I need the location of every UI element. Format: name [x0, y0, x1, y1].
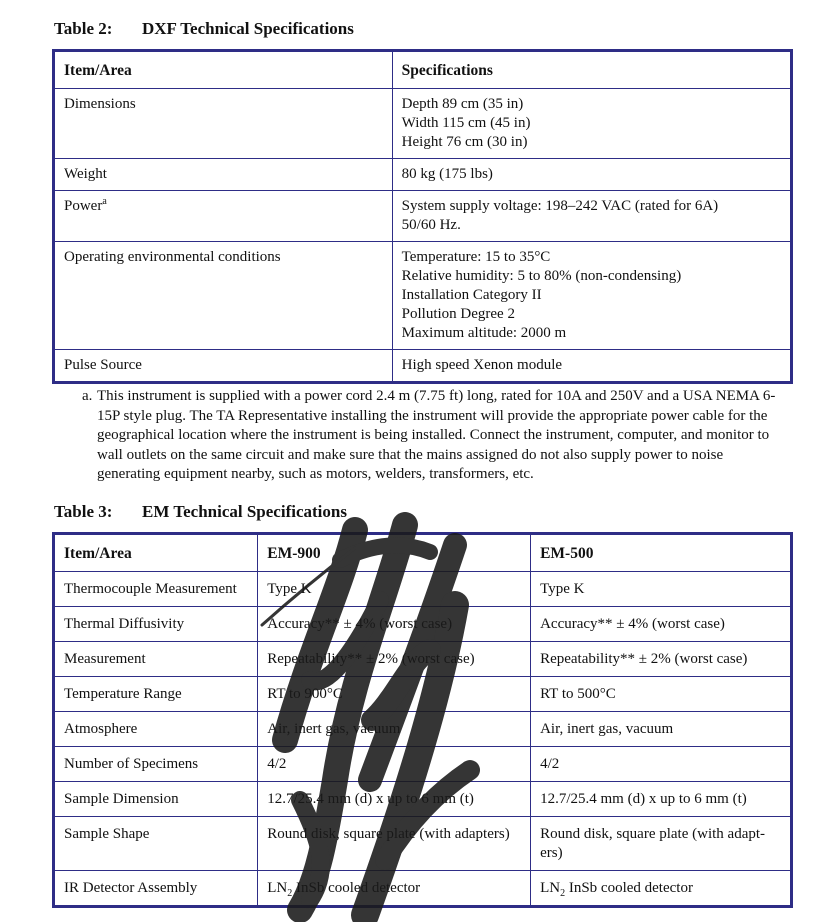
table-header-row [54, 51, 792, 89]
spec-line: Height 76 cm (30 in) [401, 134, 528, 150]
em500-value: Air, inert gas, vacuum [531, 712, 792, 747]
em500-value: Accuracy** ± 4% (worst case) [531, 607, 792, 642]
em-spec-table [52, 532, 793, 908]
detector-text: InSb cooled detector [292, 880, 421, 896]
em900-value: 12.7/25.4 mm (d) x up to 6 mm (t) [258, 782, 531, 817]
row-item: Number of Specimens [54, 747, 258, 782]
footnote-marker: a [102, 196, 107, 207]
em900-value: Round disk, square plate (with adapters) [258, 817, 531, 871]
table-row [54, 572, 792, 607]
table2-title: DXF Technical Specifications [142, 19, 354, 38]
em500-value [531, 871, 792, 907]
spec-line: Temperature: 15 to 35°C [401, 249, 551, 265]
table-row [54, 747, 792, 782]
table3-caption [54, 502, 347, 522]
row-item: Thermocouple Measurement [54, 572, 258, 607]
em900-value: Air, inert gas, vacuum [258, 712, 531, 747]
detector-text: InSb cooled detector [565, 880, 693, 896]
spec-line: High speed Xenon module [401, 357, 563, 373]
table2-label: Table 2: [54, 19, 113, 38]
row-spec [392, 242, 791, 350]
table-row [54, 607, 792, 642]
em500-value: Type K [531, 572, 792, 607]
footnote-mark: a. [82, 388, 93, 404]
em500-value: Round disk, square plate (with adapt-ers) [531, 817, 792, 871]
row-item: Sample Dimension [54, 782, 258, 817]
em900-value: Type K [258, 572, 531, 607]
em500-value: 4/2 [531, 747, 792, 782]
spec-line: 50/60 Hz. [401, 217, 461, 233]
table2-footnote [82, 387, 782, 485]
spec-line: Relative humidity: 5 to 80% (non-condensing) [401, 268, 682, 284]
table-row [54, 350, 792, 383]
row-item: Temperature Range [54, 677, 258, 712]
column-header-item: Item/Area [54, 51, 393, 89]
table-row [54, 677, 792, 712]
column-header-em-900: EM-900 [258, 534, 531, 572]
row-item: Measurement [54, 642, 258, 677]
table-row [54, 191, 792, 242]
em900-value: 4/2 [258, 747, 531, 782]
row-item: Sample Shape [54, 817, 258, 871]
em900-value: RT to 900°C [258, 677, 531, 712]
table-row [54, 871, 792, 907]
table-row [54, 782, 792, 817]
spec-line: Width 115 cm (45 in) [401, 115, 531, 131]
table2-caption [54, 19, 354, 39]
table3-title: EM Technical Specifications [142, 502, 347, 521]
spec-line: System supply voltage: 198–242 VAC (rated for 6A) [401, 198, 719, 214]
table-row [54, 712, 792, 747]
column-header-em-500: EM-500 [531, 534, 792, 572]
row-item-label: Power [64, 198, 103, 214]
ln-text: LN [540, 880, 561, 896]
row-item: IR Detector Assembly [54, 871, 258, 907]
table3-label: Table 3: [54, 502, 113, 521]
table-row [54, 159, 792, 191]
dxf-spec-table [52, 49, 793, 384]
spec-line: Depth 89 cm (35 in) [401, 96, 524, 112]
em900-value: Repeatability** ± 2% (worst case) [258, 642, 531, 677]
table-row [54, 89, 792, 159]
row-item: Weight [54, 159, 393, 191]
column-header-item: Item/Area [54, 534, 258, 572]
spec-line: Pollution Degree 2 [401, 306, 515, 322]
row-item: Atmosphere [54, 712, 258, 747]
ln-text: LN [267, 880, 288, 896]
table-row [54, 642, 792, 677]
row-spec [392, 159, 791, 191]
spec-line: Maximum altitude: 2000 m [401, 325, 567, 341]
row-item: Operating environmental conditions [54, 242, 393, 350]
table-row [54, 817, 792, 871]
row-item: Dimensions [54, 89, 393, 159]
em500-value: Repeatability** ± 2% (worst case) [531, 642, 792, 677]
row-spec [392, 191, 791, 242]
em500-value: 12.7/25.4 mm (d) x up to 6 mm (t) [531, 782, 792, 817]
em900-value [258, 871, 531, 907]
row-spec [392, 350, 791, 383]
row-item: Thermal Diffusivity [54, 607, 258, 642]
table-row [54, 242, 792, 350]
spec-line: Installation Category II [401, 287, 542, 303]
row-item [54, 191, 393, 242]
spec-line: 80 kg (175 lbs) [401, 166, 493, 182]
table-header-row [54, 534, 792, 572]
column-header-specifications: Specifications [392, 51, 791, 89]
row-item: Pulse Source [54, 350, 393, 383]
footnote-text: This instrument is supplied with a power cord 2.4 m (7.75 ft) long, rated for 10A and 250V and a USA NEMA 6-15P style plug. The TA Representative installing the instrument will provide the appropriate power cable for the geographical location where the instrument is being installed. Connect the instrument, computer, and monitor to wall outlets on the same circuit and make sure that the mains assigned do not also supply power to noise generating equipment nearby, such as motors, welders, transformers, etc. [97, 388, 776, 482]
row-spec [392, 89, 791, 159]
em500-value: RT to 500°C [531, 677, 792, 712]
subscript-2: 2 [287, 888, 293, 899]
subscript-2: 2 [560, 888, 566, 899]
em900-value: Accuracy** ± 4% (worst case) [258, 607, 531, 642]
